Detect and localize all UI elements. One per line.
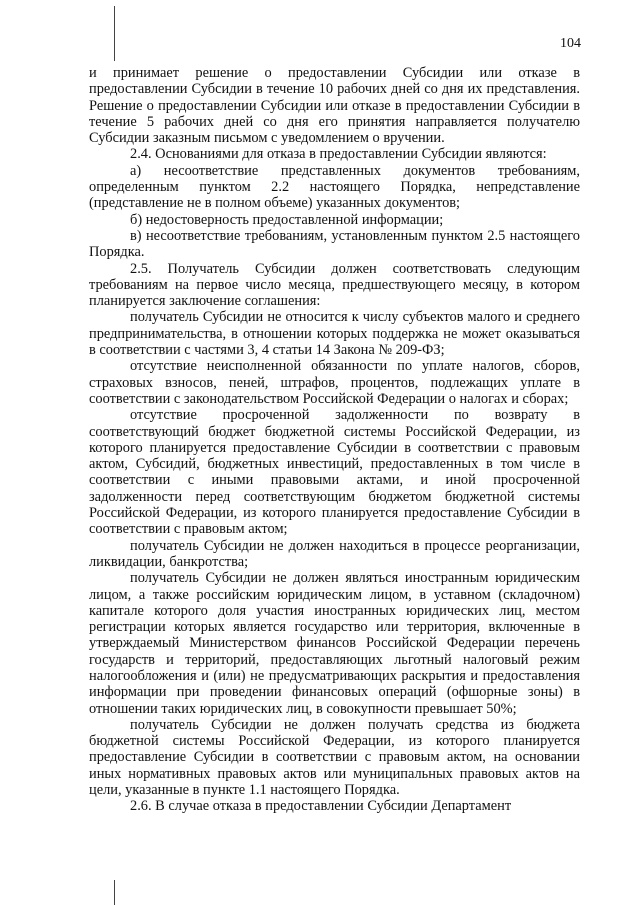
- paragraph: в) несоответствие требованиям, установленным пунктом 2.5 настоящего Порядка.: [89, 227, 580, 261]
- paragraph: б) недостоверность предоставленной информации;: [130, 211, 444, 228]
- paragraph: получатель Субсидии не должен являться иностранным юридическим лицом, а также российским юридическим лицом, в уставном (складочном) капитале которого доля участия иностранных юридических лиц, местом регистрации которых является государство или территория, включенные в утверждаемый Министерством финансов Российской Федерации перечень государств и территорий, предоставляющих льготный налоговый режим налогообложения и (или) не предусматривающих раскрытия и предоставления информации при проведении финансовых операций (офшорные зоны) в отношении таких юридических лиц, в совокупности превышает 50%;: [89, 570, 580, 717]
- paragraph: 2.6. В случае отказа в предоставлении Субсидии Департамент: [130, 798, 512, 815]
- paragraph: получатель Субсидии не относится к числу субъектов малого и среднего предпринимательства, в отношении которых поддержка не может оказываться в соответствии с частями 3, 4 статьи 14 Закона № 209-ФЗ;: [89, 309, 580, 359]
- document-body: [89, 65, 580, 815]
- paragraph: а) несоответствие представленных документов требованиям, определенным пунктом 2.2 настоящего Порядка, непредставление (представление не в полном объеме) указанных документов;: [89, 162, 580, 212]
- paragraph: получатель Субсидии не должен получать средства из бюджета бюджетной системы Российской Федерации, из которого планируется предоставление Субсидии в соответствии с правовым актом, на основании иных нормативных правовых актов или муниципальных правовых актов на цели, указанные в пункте 1.1 настоящего Порядка.: [89, 716, 580, 799]
- paragraph: получатель Субсидии не должен находиться в процессе реорганизации, ликвидации, банкротства;: [89, 537, 580, 570]
- page-number: 104: [560, 36, 581, 51]
- paragraph: отсутствие просроченной задолженности по возврату в соответствующий бюджет бюджетной системы Российской Федерации, из которого планируется предоставление Субсидии в соответствии с правовым актом, Субсидий, бюджетных инвестиций, предоставленных в том числе в соответствии с иными правовыми актами, и иной просроченной задолженности перед соответствующим бюджетом бюджетной системы Российской Федерации, из которого планируется предоставление Субсидии в соответствии с правовым актом;: [89, 407, 580, 538]
- scan-artifact-top: [114, 6, 115, 61]
- paragraph: 2.4. Основаниями для отказа в предоставлении Субсидии являются:: [130, 146, 547, 163]
- paragraph: отсутствие неисполненной обязанности по уплате налогов, сборов, страховых взносов, пеней, штрафов, процентов, подлежащих уплате в соответствии с законодательством Российской Федерации о налогах и сборах;: [89, 358, 580, 407]
- paragraph: и принимает решение о предоставлении Субсидии или отказе в предоставлении Субсидии в течение 10 рабочих дней со дня их представления. Решение о предоставлении Субсидии или отказе в предоставлении Субсидии в течение 5 рабочих дней со дня его принятия направляется получателю Субсидии заказным письмом с уведомлением о вручении.: [89, 65, 580, 147]
- paragraph: 2.5. Получатель Субсидии должен соответствовать следующим требованиям на первое число месяца, предшествующего месяцу, в котором планируется заключение соглашения:: [89, 260, 580, 310]
- scan-artifact-bottom: [114, 880, 115, 905]
